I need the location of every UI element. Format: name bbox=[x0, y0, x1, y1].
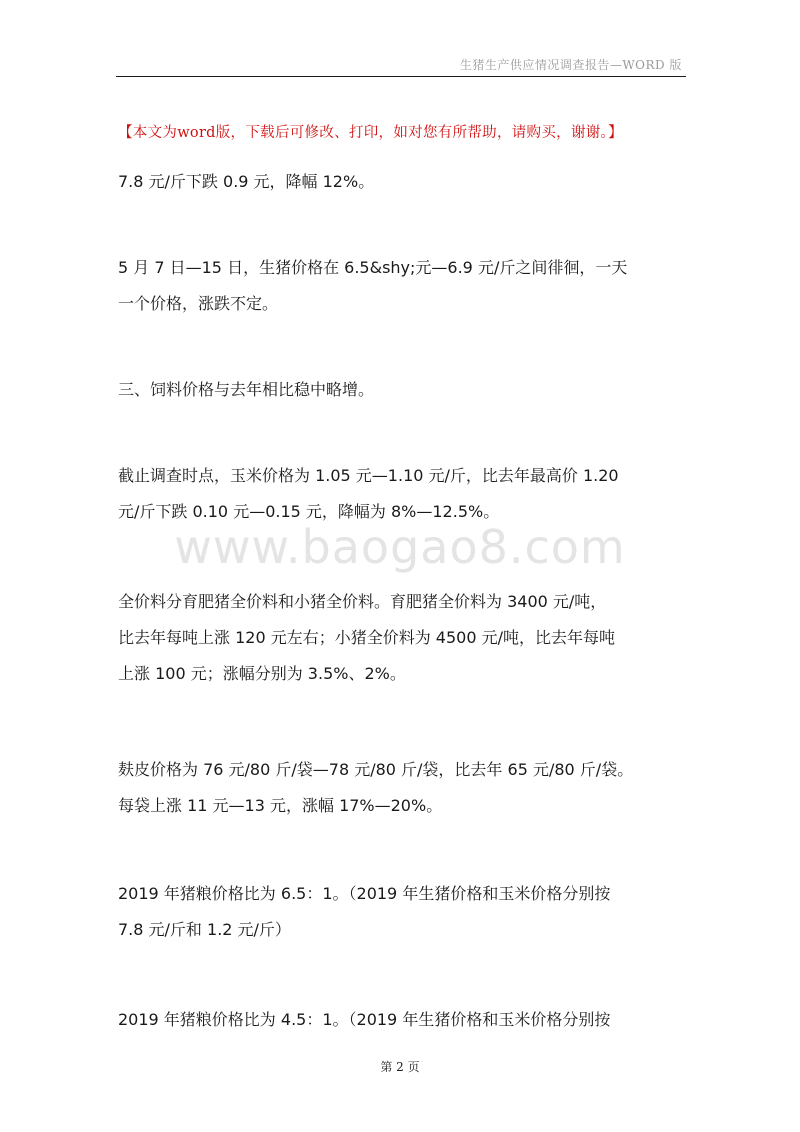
paragraph-price-drop bbox=[118, 164, 688, 200]
running-header: 生猪生产供应情况调查报告—WORD 版 bbox=[459, 58, 682, 72]
paragraph-line: 上涨 100 元；涨幅分别为 3.5%、2%。 bbox=[118, 664, 406, 683]
paragraph-line: 比去年每吨上涨 120 元左右；小猪全价料为 4500 元/吨，比去年每吨 bbox=[118, 628, 615, 647]
purchase-notice: 【本文为word版，下载后可修改、打印，如对您有所帮助，请购买，谢谢。】 bbox=[118, 125, 623, 141]
paragraph-line: 2019 年猪粮价格比为 6.5：1。（2019 年生猪价格和玉米价格分别按 bbox=[118, 884, 611, 903]
paragraph-line: 三、饲料价格与去年相比稳中略增。 bbox=[118, 380, 375, 399]
paragraph-hog-grain-ratio-2 bbox=[118, 1002, 688, 1038]
paragraph-line: 麸皮价格为 76 元/80 斤/袋—78 元/80 斤/袋，比去年 65 元/80 斤/袋。 bbox=[118, 760, 634, 779]
paragraph-price-range bbox=[118, 250, 688, 322]
section-heading-feed bbox=[118, 372, 688, 408]
paragraph-line: 一个价格，涨跌不定。 bbox=[118, 294, 279, 313]
paragraph-complete-feed bbox=[118, 584, 688, 692]
watermark: www.baogao8.com bbox=[174, 520, 626, 574]
paragraph-line: 7.8 元/斤和 1.2 元/斤） bbox=[118, 920, 291, 939]
paragraph-corn-price bbox=[118, 458, 688, 530]
paragraph-line: 每袋上涨 11 元—13 元，涨幅 17%—20%。 bbox=[118, 796, 443, 815]
paragraph-hog-grain-ratio bbox=[118, 876, 688, 948]
paragraph-line: 元/斤下跌 0.10 元—0.15 元，降幅为 8%—12.5%。 bbox=[118, 502, 500, 521]
paragraph-line: 7.8 元/斤下跌 0.9 元，降幅 12%。 bbox=[118, 172, 375, 191]
paragraph-line: 2019 年猪粮价格比为 4.5：1。（2019 年生猪价格和玉米价格分别按 bbox=[118, 1010, 611, 1029]
paragraph-line: 全价料分育肥猪全价料和小猪全价料。育肥猪全价料为 3400 元/吨， bbox=[118, 592, 607, 611]
paragraph-line: 截止调查时点，玉米价格为 1.05 元—1.10 元/斤，比去年最高价 1.20 bbox=[118, 466, 619, 485]
paragraph-bran-price bbox=[118, 752, 688, 824]
paragraph-line: 5 月 7 日—15 日，生猪价格在 6.5&shy;元—6.9 元/斤之间徘徊，一天 bbox=[118, 258, 628, 277]
header-divider bbox=[116, 76, 686, 77]
page-number: 第 2 页 bbox=[380, 1060, 420, 1074]
